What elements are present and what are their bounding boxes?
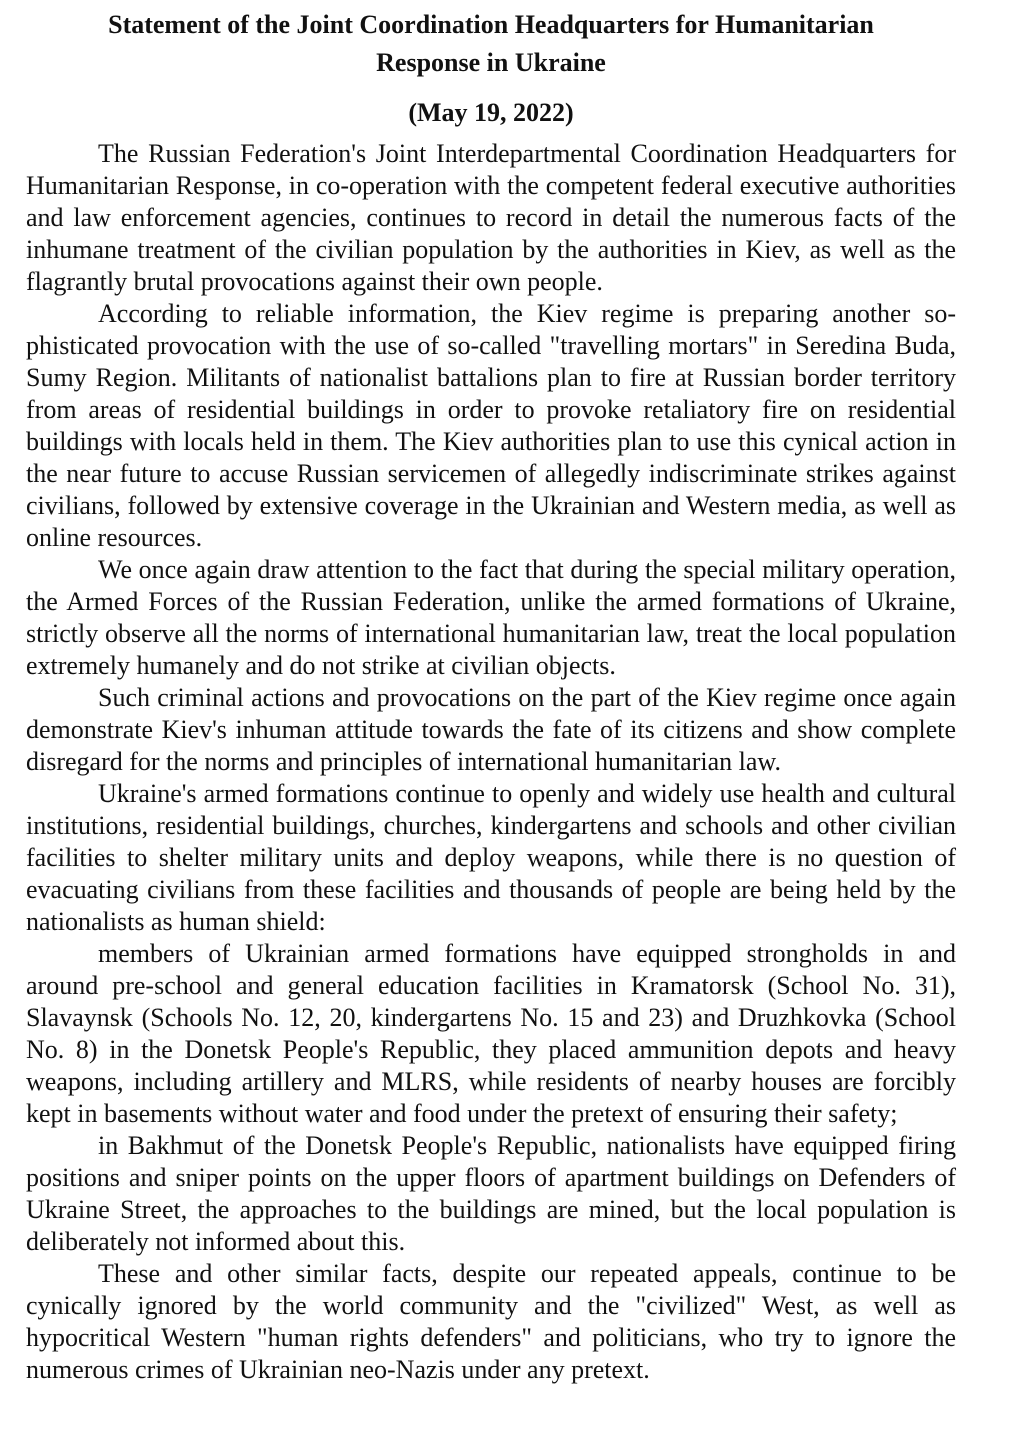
paragraph: Ukraine's armed formations continue to openly and widely use health and cultural institutions, residential buildings, churches, kindergartens and schools and other civilian facilities to shelter military units and deploy weapons, while there is no question of evacuating civilians from these facilities and thousands of people are being held by the nationalists as human shield:	[26, 779, 956, 936]
paragraph: Such criminal actions and provocations on the part of the Kiev regime once again demonstrate Kiev's inhuman attitude towards the fate of its citizens and show complete disregard for the norms and principles of international humanitarian law.	[26, 683, 956, 776]
paragraph: The Russian Federation's Joint Interdepartmental Coordination Headquarters for Humanitarian Response, in co-operation with the competent federal executive authorities and law enforcement agencies, continues to record in detail the numerous facts of the inhumane treatment of the civilian population by the authorities in Kiev, as well as the flagrantly brutal provocations against their own people.	[26, 139, 956, 296]
paragraph: These and other similar facts, despite our repeated appeals, continue to be cynically ignored by the world community and the "civilized" West, as well as hypocritical Western "human rights defenders" and politicians, who try to ignore the numerous crimes of Ukrainian neo-Nazis under any pretext.	[26, 1259, 956, 1384]
list-item: in Bakhmut of the Donetsk People's Republic, nationalists have equipped firing positions and sniper points on the upper floors of apartment buildings on Defenders of Ukraine Street, the approaches to the buildings are mined, but the local population is deliberately not informed about this.	[26, 1131, 956, 1256]
document-body	[26, 138, 956, 1386]
list-item: members of Ukrainian armed formations have equipped strongholds in and around pre-school and general education facilities in Kramatorsk (School No. 31), Slavaynsk (Schools No. 12, 20, kindergartens No. 15 and 23) and Druzhkovka (School No. 8) in the Donetsk People's Republic, they placed ammunition depots and heavy weapons, including artillery and MLRS, while residents of nearby houses are forcibly kept in basements without water and food under the pretext of ensuring their safety;	[26, 939, 956, 1128]
paragraph: According to reliable information, the Kiev regime is preparing another sophisticated provocation with the use of so-called "travelling mortars" in Seredina Buda, Sumy Region. Militants of nationalist battalions plan to fire at Russian border territory from areas of residential buildings in order to provoke retaliatory fire on residential buildings with locals held in them. The Kiev authorities plan to use this cynical action in the near future to accuse Russian servicemen of allegedly indiscriminate strikes against civilians, followed by extensive coverage in the Ukrainian and Western media, as well as online resources.	[26, 299, 956, 552]
document-title: Statement of the Joint Coordination Headquarters for Humanitarian Response in Ukraine	[108, 10, 874, 77]
document-page	[26, 0, 956, 1386]
paragraph: We once again draw attention to the fact that during the special military operation, the Armed Forces of the Russian Federation, unlike the armed formations of Ukraine, strictly observe all the norms of international humanitarian law, treat the local population extremely humanely and do not strike at civilian objects.	[26, 555, 956, 680]
document-date: (May 19, 2022)	[408, 98, 574, 127]
